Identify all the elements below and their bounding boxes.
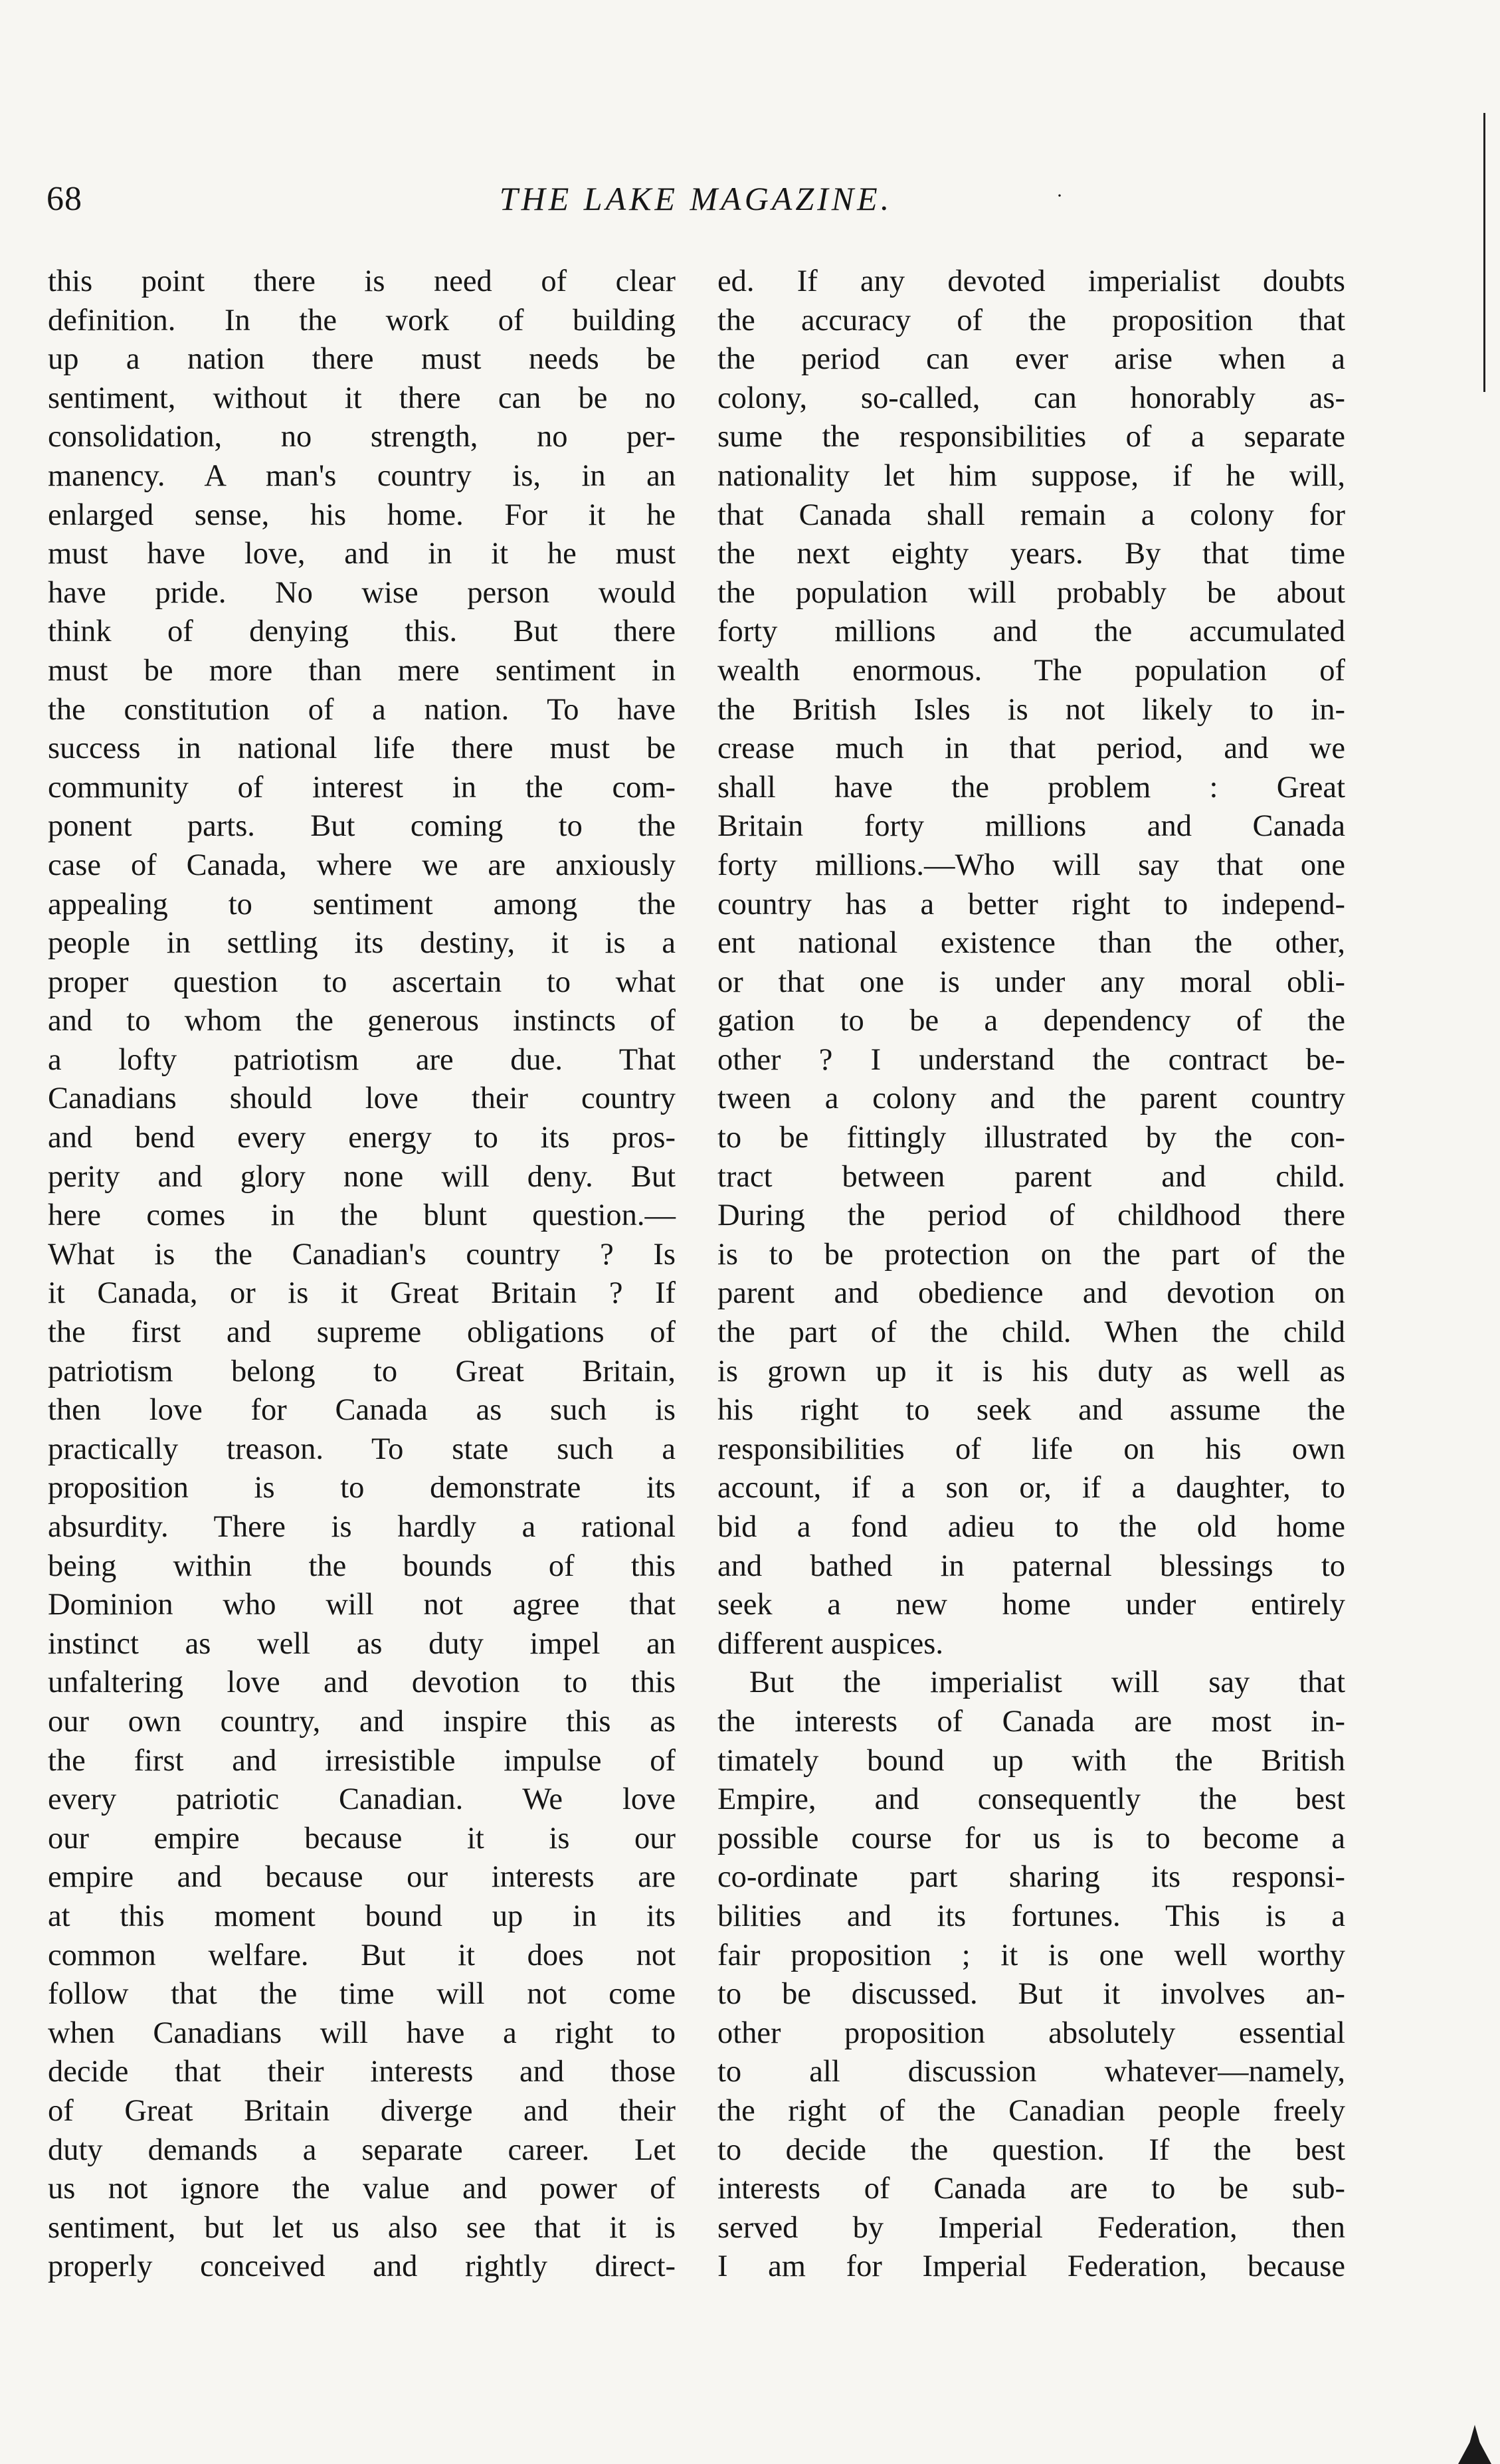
text-line: case of Canada, where we are anxiously (48, 848, 676, 882)
header-mark: · (1056, 185, 1063, 207)
text-line: country has a better right to independ- (717, 887, 1345, 921)
text-line: to be discussed. But it involves an- (717, 1977, 1345, 2012)
text-line: proposition is to demonstrate its (48, 1471, 676, 1505)
text-line: the British Isles is not likely to in- (717, 692, 1345, 727)
text-line: Dominion who will not agree that (48, 1588, 676, 1622)
text-line: fair proposition ; it is one well worthy (717, 1938, 1345, 1972)
text-line: other ? I understand the contract be- (717, 1042, 1345, 1077)
text-line: During the period of childhood there (717, 1198, 1345, 1233)
text-line: have pride. No wise person would (48, 575, 676, 610)
text-line: is to be protection on the part of the (717, 1237, 1345, 1272)
text-line: duty demands a separate career. Let (48, 2132, 676, 2167)
text-line: perity and glory none will deny. But (48, 1159, 676, 1194)
text-line: the next eighty years. By that time (717, 537, 1345, 571)
text-line: the first and supreme obligations of (48, 1315, 676, 1350)
text-line: different auspices. (717, 1626, 944, 1661)
text-line: ed. If any devoted imperialist doubts (717, 264, 1345, 298)
text-line: seek a new home under entirely (717, 1588, 1345, 1622)
text-line: Empire, and consequently the best (717, 1782, 1345, 1817)
text-line: is grown up it is his duty as well as (717, 1354, 1345, 1388)
text-line: appealing to sentiment among the (48, 887, 676, 921)
text-line: then love for Canada as such is (48, 1393, 676, 1428)
text-line: forty millions and the accumulated (717, 615, 1345, 649)
text-line: and bend every energy to its pros- (48, 1121, 676, 1155)
text-line: decide that their interests and those (48, 2055, 676, 2089)
corner-mark (1458, 2425, 1491, 2464)
text-line: or that one is under any moral obli- (717, 965, 1345, 999)
text-line: definition. In the work of building (48, 303, 676, 337)
page-header (47, 179, 1345, 233)
text-line: success in national life there must be (48, 731, 676, 766)
text-line: co-ordinate part sharing its responsi- (717, 1860, 1345, 1895)
text-line: follow that the time will not come (48, 1977, 676, 2012)
text-line: the part of the child. When the child (717, 1315, 1345, 1350)
text-line: every patriotic Canadian. We love (48, 1782, 676, 1817)
text-line: bilities and its fortunes. This is a (717, 1899, 1345, 1933)
text-line: account, if a son or, if a daughter, to (717, 1471, 1345, 1505)
text-line: possible course for us is to become a (717, 1821, 1345, 1855)
text-line: What is the Canadian's country ? Is (48, 1237, 676, 1272)
text-line: proper question to ascertain to what (48, 965, 676, 999)
text-line: the first and irresistible impulse of (48, 1743, 676, 1778)
text-line: to all discussion whatever—namely, (717, 2055, 1345, 2089)
text-line: other proposition absolutely essential (717, 2016, 1345, 2050)
text-line: the constitution of a nation. To have (48, 692, 676, 727)
text-line: sentiment, but let us also see that it is (48, 2210, 676, 2245)
text-line: common welfare. But it does not (48, 1938, 676, 1972)
text-line: served by Imperial Federation, then (717, 2210, 1345, 2245)
running-head: THE LAKE MAGAZINE. (499, 180, 893, 217)
text-line: the population will probably be about (717, 575, 1345, 610)
text-line: tract between parent and child. (717, 1159, 1345, 1194)
text-line: forty millions.—Who will say that one (717, 848, 1345, 882)
text-line: and to whom the generous instincts of (48, 1004, 676, 1038)
text-line: our empire because it is our (48, 1821, 676, 1855)
text-line: gation to be a dependency of the (717, 1004, 1345, 1038)
text-line: when Canadians will have a right to (48, 2016, 676, 2050)
text-line: it Canada, or is it Great Britain ? If (48, 1276, 676, 1311)
text-line: crease much in that period, and we (717, 731, 1345, 766)
text-line: must have love, and in it he must (48, 537, 676, 571)
text-line: a lofty patriotism are due. That (48, 1042, 676, 1077)
text-line: colony, so-called, can honorably as- (717, 381, 1345, 415)
text-line: here comes in the blunt question.— (48, 1198, 676, 1233)
text-line: being within the bounds of this (48, 1549, 676, 1583)
text-line: manency. A man's country is, in an (48, 458, 676, 493)
text-line: ponent parts. But coming to the (48, 809, 676, 844)
left-column (48, 262, 676, 2287)
text-line: must be more than mere sentiment in (48, 653, 676, 688)
text-line: shall have the problem : Great (717, 770, 1345, 805)
page-number: 68 (47, 180, 82, 218)
text-line: ent national existence than the other, (717, 926, 1345, 961)
right-column (717, 262, 1345, 2287)
text-line: nationality let him suppose, if he will, (717, 458, 1345, 493)
text-line: of Great Britain diverge and their (48, 2093, 676, 2128)
text-line: parent and obedience and devotion on (717, 1276, 1345, 1311)
text-line: up a nation there must needs be (48, 342, 676, 377)
text-line: us not ignore the value and power of (48, 2172, 676, 2206)
text-line: unfaltering love and devotion to this (48, 1665, 676, 1700)
text-line: the accuracy of the proposition that (717, 303, 1345, 337)
text-line: But the imperialist will say that (749, 1665, 1345, 1700)
text-line: practically treason. To state such a (48, 1432, 676, 1466)
text-line: bid a fond adieu to the old home (717, 1510, 1345, 1544)
text-line: think of denying this. But there (48, 615, 676, 649)
text-line: the interests of Canada are most in- (717, 1704, 1345, 1739)
text-line: his right to seek and assume the (717, 1393, 1345, 1428)
text-line: empire and because our interests are (48, 1860, 676, 1895)
text-line: our own country, and inspire this as (48, 1704, 676, 1739)
page-edge-rule (1483, 113, 1485, 392)
text-line: to decide the question. If the best (717, 2132, 1345, 2167)
text-line: sume the responsibilities of a separate (717, 420, 1345, 454)
text-line: properly conceived and rightly direct- (48, 2249, 676, 2284)
text-line: that Canada shall remain a colony for (717, 498, 1345, 532)
text-line: enlarged sense, his home. For it he (48, 498, 676, 532)
text-line: responsibilities of life on his own (717, 1432, 1345, 1466)
text-line: and bathed in paternal blessings to (717, 1549, 1345, 1583)
text-line: community of interest in the com- (48, 770, 676, 805)
text-line: sentiment, without it there can be no (48, 381, 676, 415)
text-line: to be fittingly illustrated by the con- (717, 1121, 1345, 1155)
text-line: timately bound up with the British (717, 1743, 1345, 1778)
text-line: the period can ever arise when a (717, 342, 1345, 377)
text-line: Britain forty millions and Canada (717, 809, 1345, 844)
text-line: wealth enormous. The population of (717, 653, 1345, 688)
text-line: interests of Canada are to be sub- (717, 2172, 1345, 2206)
text-line: patriotism belong to Great Britain, (48, 1354, 676, 1388)
text-line: the right of the Canadian people freely (717, 2093, 1345, 2128)
text-line: at this moment bound up in its (48, 1899, 676, 1933)
text-line: absurdity. There is hardly a rational (48, 1510, 676, 1544)
text-line: people in settling its destiny, it is a (48, 926, 676, 961)
text-line: instinct as well as duty impel an (48, 1626, 676, 1661)
text-line: tween a colony and the parent country (717, 1082, 1345, 1116)
text-line: I am for Imperial Federation, because (717, 2249, 1345, 2284)
text-line: consolidation, no strength, no per- (48, 420, 676, 454)
text-line: this point there is need of clear (48, 264, 676, 298)
text-line: Canadians should love their country (48, 1082, 676, 1116)
